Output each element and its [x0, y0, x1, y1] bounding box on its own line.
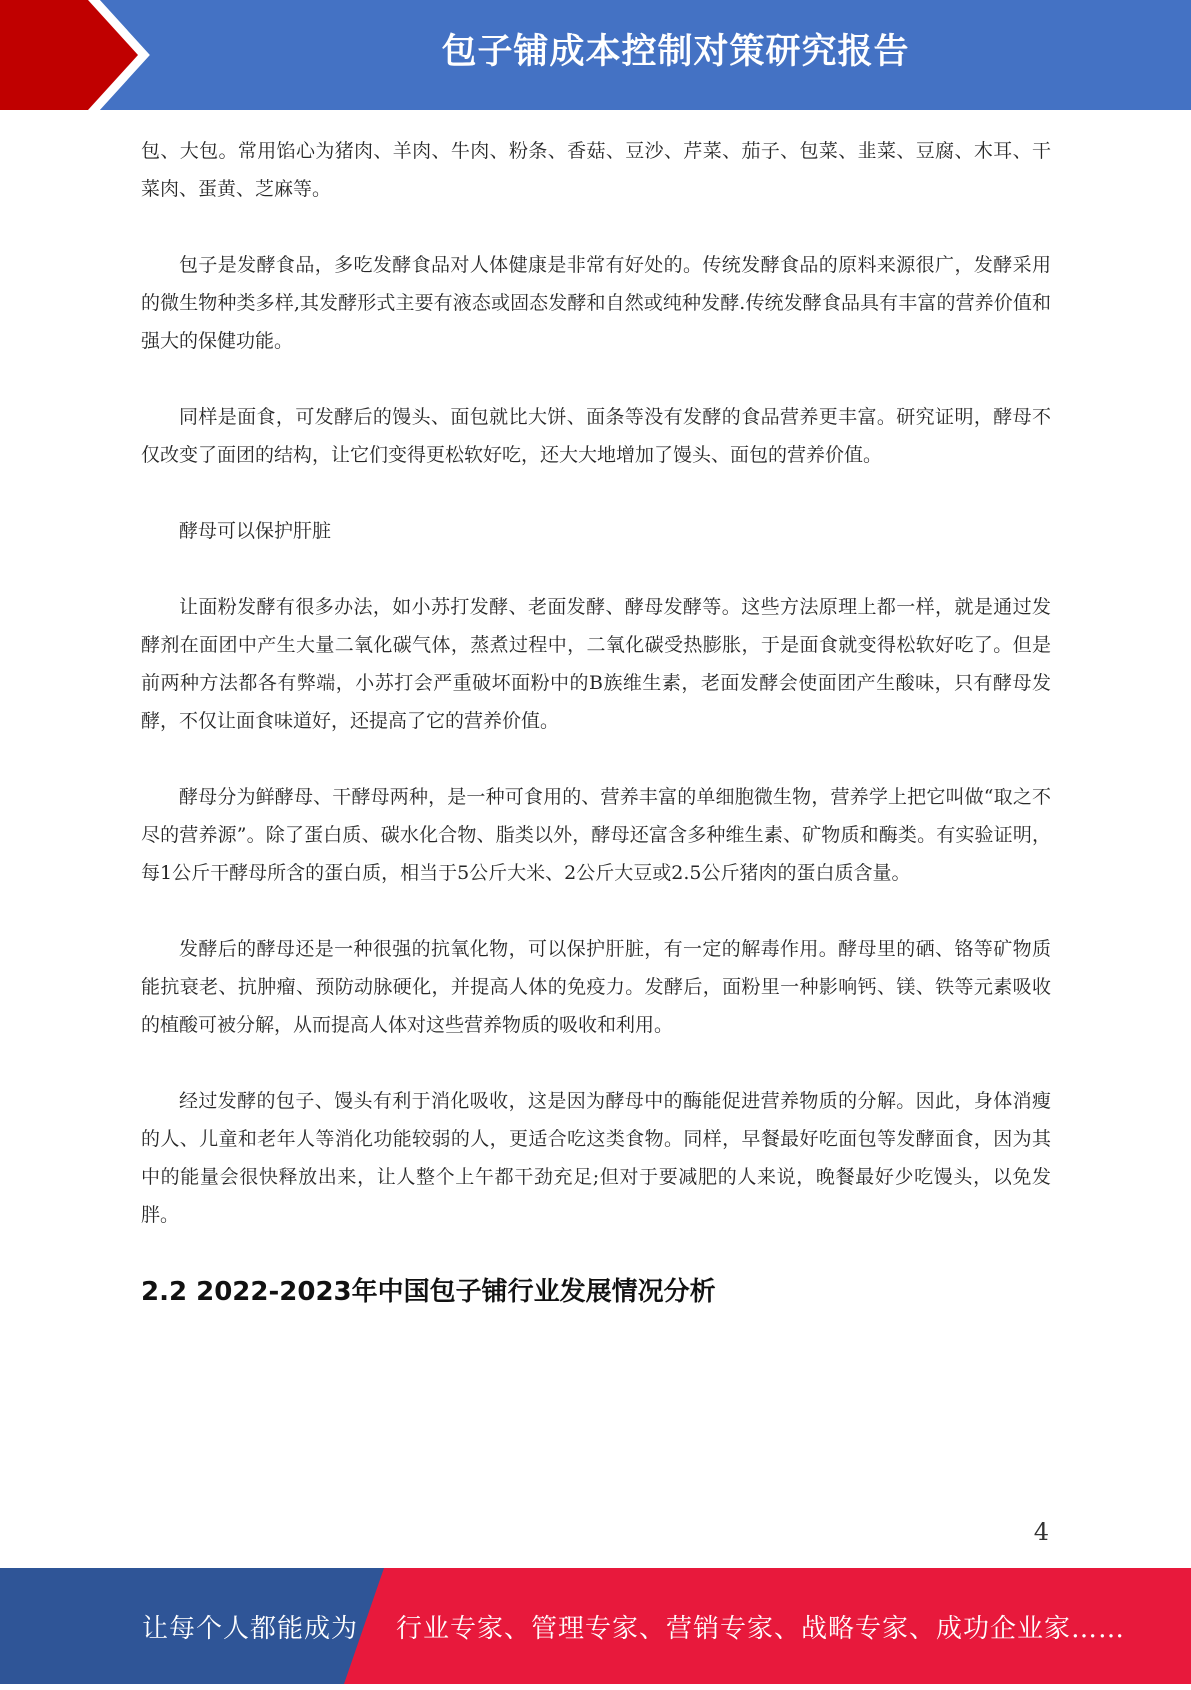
footer-slogan-right: 行业专家、管理专家、营销专家、战略专家、成功企业家……: [396, 1614, 1126, 1644]
paragraph-fermentation-methods: 让面粉发酵有很多办法，如小苏打发酵、老面发酵、酵母发酵等。这些方法原理上都一样，就是通过发酵剂在面团中产生大量二氧化碳气体，蒸煮过程中，二氧化碳受热膨胀，于是面食就变得松软好吃了。但是前两种方法都各有弊端，小苏打会严重破坏面粉中的B族维生素，老面发酵会使面团产生酸味，只有酵母发酵，不仅让面食味道好，还提高了它的营养价值。: [141, 596, 1051, 732]
paragraph-digestion: 经过发酵的包子、馒头有利于消化吸收，这是因为酵母中的酶能促进营养物质的分解。因此，身体消瘦的人、儿童和老年人等消化功能较弱的人，更适合吃这类食物。同样，早餐最好吃面包等发酵面食，因为其中的能量会很快释放出来，让人整个上午都干劲充足;但对于要减肥的人来说，晚餐最好少吃馒头，以免发胖。: [141, 1090, 1051, 1226]
paragraph-filling-list: 包、大包。常用馅心为猪肉、羊肉、牛肉、粉条、香菇、豆沙、芹菜、茄子、包菜、韭菜、豆腐、木耳、干菜肉、蛋黄、芝麻等。: [141, 140, 1051, 200]
header-title: 包子铺成本控制对策研究报告: [441, 32, 910, 72]
footer-slogan-left: 让每个人都能成为: [142, 1614, 359, 1644]
paragraph-yeast-types: 酵母分为鲜酵母、干酵母两种，是一种可食用的、营养丰富的单细胞微生物，营养学上把它叫做“取之不尽的营养源”。除了蛋白质、碳水化合物、脂类以外，酵母还富含多种维生素、矿物质和酶类。有实验证明，每1公斤干酵母所含的蛋白质，相当于5公斤大米、2公斤大豆或2.5公斤猪肉的蛋白质含量。: [141, 786, 1051, 884]
document-body: [141, 132, 1051, 1312]
paragraph-subheading-liver: 酵母可以保护肝脏: [179, 520, 332, 542]
page-number: 4: [1033, 1518, 1049, 1546]
header-chevron-logo: [0, 0, 160, 110]
paragraph-fermented-food: 包子是发酵食品，多吃发酵食品对人体健康是非常有好处的。传统发酵食品的原料来源很广，发酵采用的微生物种类多样,其发酵形式主要有液态或固态发酵和自然或纯种发酵.传统发酵食品具有丰富的营养价值和强大的保健功能。: [141, 254, 1051, 352]
page-header: [0, 0, 1191, 110]
page-footer: [0, 1568, 1191, 1684]
paragraph-nutrition-compare: 同样是面食，可发酵后的馒头、面包就比大饼、面条等没有发酵的食品营养更丰富。研究证明，酵母不仅改变了面团的结构，让它们变得更松软好吃，还大大地增加了馒头、面包的营养价值。: [141, 406, 1051, 466]
section-heading: 2.2 2022-2023年中国包子铺行业发展情况分析: [141, 1277, 716, 1307]
paragraph-antioxidant: 发酵后的酵母还是一种很强的抗氧化物，可以保护肝脏，有一定的解毒作用。酵母里的硒、铬等矿物质能抗衰老、抗肿瘤、预防动脉硬化，并提高人体的免疫力。发酵后，面粉里一种影响钙、镁、铁等元素吸收的植酸可被分解，从而提高人体对这些营养物质的吸收和利用。: [141, 938, 1051, 1036]
